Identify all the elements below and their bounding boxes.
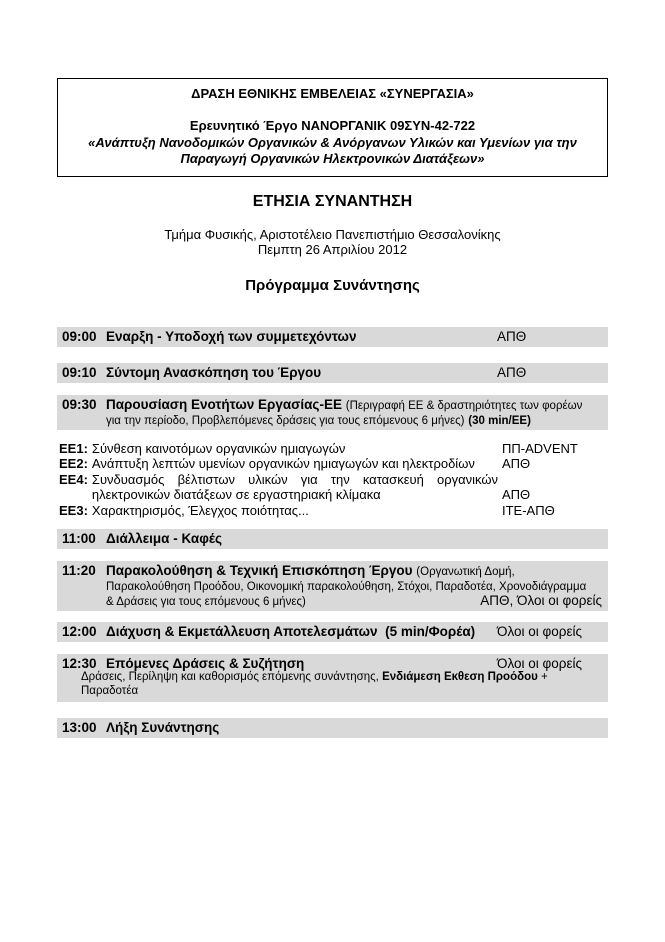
work-package-row xyxy=(59,441,608,457)
row-org: ΑΠΘ xyxy=(497,364,527,380)
row-body xyxy=(106,624,497,639)
wp-label: ΕΕ2: xyxy=(59,456,88,472)
agenda-heading: Πρόγραμμα Συνάντησης xyxy=(245,276,420,294)
wp-label: ΕΕ3: xyxy=(59,502,88,518)
wp-text: Συνδυασμός βέλτιστων υλικών για την κατασκευή οργανικών ηλεκτρονικών διατάξεων σε εργαστηριακή κλίμακα xyxy=(91,471,498,503)
row-detail: (Οργανωτική Δομή, Παρακολούθηση Προόδου, Οικονομική παρακολούθηση, Στόχοι, Παραδοτέα, Χρονοδιάγραμμα & Δράσεις για τους επόμενους 6 μήνες) xyxy=(106,566,587,609)
schedule-row-1120 xyxy=(57,561,608,611)
row-org: Όλοι οι φορείς xyxy=(497,624,582,640)
schedule-row-1200 xyxy=(57,622,608,642)
row-title: Επόμενες Δράσεις & Συζήτηση xyxy=(106,656,305,672)
schedule-row-0910 xyxy=(57,363,608,383)
row-time: 09:00 xyxy=(62,328,97,344)
work-package-row xyxy=(59,503,608,519)
row-org: Όλοι οι φορείς xyxy=(497,656,582,672)
row-detail: (Περιγραφή ΕΕ & δραστηριότητες των φορέων για την περίοδο, Προβλεπόμενες δράσεις για τους επόμενους 6 μήνες) xyxy=(106,399,583,427)
schedule xyxy=(57,327,608,738)
wp-text: Σύνθεση καινοτόμων οργανικών ημιαγωγών xyxy=(91,440,346,456)
wp-text: Χαρακτηρισμός, Έλεγχος ποιότητας... xyxy=(91,502,309,518)
row-time: 12:00 xyxy=(62,624,97,640)
subnote-bold: Ενδιάμεση Εκθεση Προόδου xyxy=(382,671,538,684)
program-title: ΔΡΑΣΗ ΕΘΝΙΚΗΣ ΕΜΒΕΛΕΙΑΣ «ΣΥΝΕΡΓΑΣΙΑ» xyxy=(191,86,474,101)
work-package-row xyxy=(59,456,608,472)
row-time: 09:30 xyxy=(62,396,97,412)
row-duration: (30 min/ΕΕ) xyxy=(468,414,531,427)
subnote-suffix: + Παραδοτέα xyxy=(81,671,548,697)
row-subnote xyxy=(57,671,608,702)
row-main-line xyxy=(57,654,608,671)
row-title: Διάλλειμα - Καφές xyxy=(106,531,222,547)
project-title: Ερευνητικό Έργο ΝΑΝΟΡΓΑΝΙΚ 09ΣΥΝ-42-722 xyxy=(189,118,476,133)
row-duration: (5 min/Φορέα) xyxy=(385,624,476,640)
schedule-row-1230 xyxy=(57,654,608,702)
venue-line: Τμήμα Φυσικής, Αριστοτέλειο Πανεπιστήμιο Θεσσαλονίκης xyxy=(164,226,501,242)
schedule-row-1300 xyxy=(57,718,608,738)
subnote-prefix: Δράσεις, Περίληψη και καθορισμός επόμενης συνάντησης, xyxy=(81,671,383,684)
row-time: 11:00 xyxy=(62,531,96,547)
schedule-row-0930 xyxy=(57,395,608,430)
project-subtitle: «Ανάπτυξη Νανοδομικών Οργανικών & Ανόργανων Υλικών και Υμενίων για την Παραγωγή Οργανικών Ηλεκτρονικών Διατάξεων» xyxy=(88,135,577,166)
work-package-row xyxy=(59,472,608,503)
row-title: Λήξη Συνάντησης xyxy=(106,719,220,735)
row-title: Εναρξη - Υποδοχή των συμμετεχόντων xyxy=(106,328,357,344)
wp-label: ΕΕ1: xyxy=(59,440,88,456)
row-time: 11:20 xyxy=(62,563,96,579)
row-org: ΑΠΘ, Όλοι οι φορείς xyxy=(480,593,602,609)
wp-org: ΑΠΘ xyxy=(502,456,531,472)
header-box xyxy=(57,78,608,177)
wp-org: ΑΠΘ xyxy=(502,487,531,503)
document-content xyxy=(57,0,608,738)
schedule-row-0900 xyxy=(57,327,608,347)
row-title: Διάχυση & Εκμετάλλευση Αποτελεσμάτων xyxy=(106,624,378,640)
row-title: Σύντομη Ανασκόπηση του Έργου xyxy=(106,364,322,380)
row-title: Παρακολούθηση & Τεχνική Επισκόπηση Έργου xyxy=(106,563,413,579)
meeting-title: ΕΤΗΣΙΑ ΣΥΝΑΝΤΗΣΗ xyxy=(252,192,413,210)
row-time: 13:00 xyxy=(62,719,97,735)
row-time: 09:10 xyxy=(62,364,97,380)
row-org: ΑΠΘ xyxy=(497,328,527,344)
wp-org: ΙΤΕ-ΑΠΘ xyxy=(502,502,555,518)
row-time: 12:30 xyxy=(62,656,97,672)
row-body xyxy=(106,397,603,427)
work-package-list xyxy=(59,441,608,519)
wp-org: ΠΠ-ADVENT xyxy=(502,440,578,456)
schedule-row-1100 xyxy=(57,529,608,549)
row-title: Παρουσίαση Ενοτήτων Εργασίας-ΕΕ xyxy=(106,396,342,412)
wp-label: ΕΕ4: xyxy=(59,471,88,487)
wp-text: Ανάπτυξη λεπτών υμενίων οργανικών ημιαγωγών και ηλεκτροδίων xyxy=(91,456,475,472)
date-line: Πεμπτη 26 Απριλίου 2012 xyxy=(257,241,408,257)
